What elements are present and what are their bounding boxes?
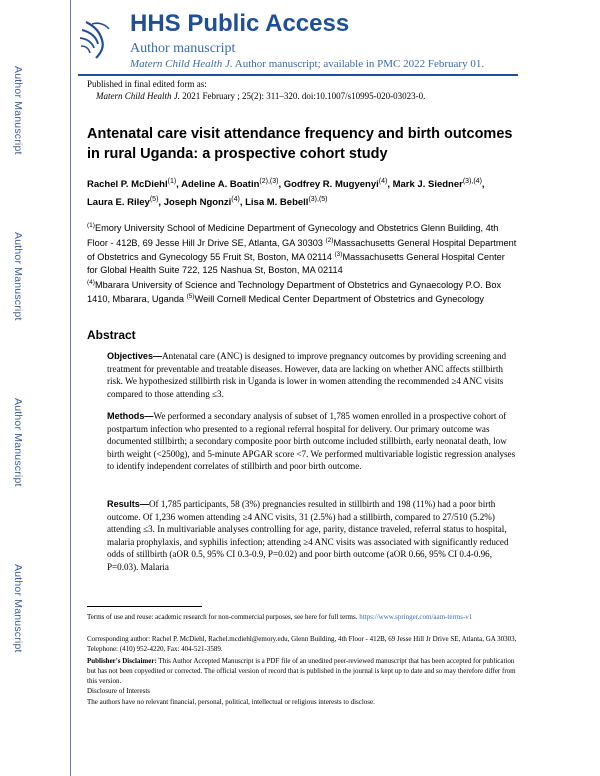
corresponding-author-footnote: Corresponding author: Rachel P. McDiehl, Rachel.mcdiehl@emory.edu, Glenn Building, 4th Floor - 412B, 69 Jesse Hill Jr Drive SE, Atlanta, GA 30303, Telephone: (410) 952-4220, Fax: 404-521-3589. xyxy=(87,635,517,653)
disclaimer-text: This Author Accepted Manuscript is a PDF file of an unedited peer-reviewed manuscript that has been accepted for publication but has not been copyedited or corrected. The official version of record that is published in the journal is kept up to date and so may therefore differ from this version. xyxy=(87,657,516,685)
author-name: Mark J. Siedner xyxy=(392,179,463,191)
affiliation-text: Massachusetts General Hospital Center for Global Health Suite 722, 125 Nashua St, Boston, MA 02114 xyxy=(87,252,505,275)
abstract-heading: Abstract xyxy=(87,328,136,342)
sidebar-label-1: Author Manuscript xyxy=(12,66,24,155)
author-list: Rachel P. McDiehl$^{(1)}$, Adeline A. Boatin$^{(2),(3)}$, Godfrey R. Mugyenyi$^{(4)}$, Mark J. Siedner$^{(3),(4)}$, Laura E. Riley$^{(5)}$, Joseph Ngonzi$^{(4)}$, Lisa M. Bebell$^{(3),(5)}$ xyxy=(87,178,485,209)
author-affiliation-mark: (1) xyxy=(167,178,177,185)
citation-line xyxy=(96,91,425,101)
author-affiliation-mark: (2),(3) xyxy=(259,178,279,185)
methods-heading: Methods— xyxy=(107,411,154,421)
author-name: Godfrey R. Mugyenyi xyxy=(283,179,379,191)
results-heading: Results— xyxy=(107,499,149,509)
author-manuscript-subtitle: Author manuscript xyxy=(130,41,236,56)
objectives-paragraph xyxy=(107,350,517,400)
terms-text: Terms of use and reuse: academic research for non-commercial purposes, see here for full terms. xyxy=(87,613,360,621)
journal-name: Matern Child Health J. xyxy=(130,58,233,70)
affiliation-mark: (1) xyxy=(87,222,95,229)
article-title: Antenatal care visit attendance frequency and birth outcomes in rural Uganda: a prospective cohort study xyxy=(87,126,513,162)
author-name: Lisa M. Bebell xyxy=(245,197,309,209)
hhs-public-access-title: HHS Public Access xyxy=(130,10,350,37)
affiliation-text: Mbarara University of Science and Technology Department of Obstetrics and Gynaecology P.O. Box 1410, Mbarara, Uganda xyxy=(87,279,502,305)
availability-text: Author manuscript; available in PMC 2022 February 01. xyxy=(232,58,485,70)
results-text: Of 1,785 participants, 58 (3%) pregnancies resulted in stillbirth and 198 (11%) had a poor birth outcome. Of 1,236 women attending ≥4 ANC visits, 31 (2.5%) had a stillbirth, compared to 27/510 (5.2%) attending ≤3. In multivariable analyses controlling for age, parity, distance traveled, referral status to hospital, malaria prophylaxis, and syphilis infection; attending ≥4 ANC visits was associated with significantly reduced odds of stillbirth (aOR 0.5, 95% CI 0.3-0.9, P=0.02) and poor birth outcome (aOR 0.66, 95% CI 0.4-0.96, P=0.03). Malaria xyxy=(107,499,509,572)
affiliation-text: Weill Cornell Medical Center Department of Obstetrics and Gynecology xyxy=(194,294,484,305)
hhs-eagle-logo-icon xyxy=(78,16,112,62)
methods-text: We performed a secondary analysis of subset of 1,785 women enrolled in a prospective cohort of postpartum infection who presented to a regional referral hospital for delivery. Our primary outcome was documented stillbirth; a secondary composite poor birth outcome included stillbirth, early neonatal death, low birth weight (<2500g), and 5-minute APGAR score <7. We performed multivariable logistic regression analyses to identify independent correlates of stillbirth and poor birth outcome. xyxy=(107,411,516,472)
terms-footnote xyxy=(87,612,517,622)
author-affiliation-mark: (5) xyxy=(149,196,159,204)
affiliation-mark: (3) xyxy=(334,251,343,259)
disclosure-heading: Disclosure of Interests xyxy=(87,687,150,695)
affiliation-text: Emory University School of Medicine Department of Gynecology and Obstetrics Glenn Building, 4th Floor - 412B, 69 Jesse Hill Jr Drive SE, Atlanta, GA 30303 xyxy=(87,223,499,248)
objectives-text: Antenatal care (ANC) is designed to improve pregnancy outcomes by providing screening and treatment for preventable and treatable diseases. However, data are lacking on whether ANC affects stillbirth risk. We hypothesized stillbirth risk in Uganda is lower in women attending the recommended ≥4 ANC visits compared to those attending ≤3. xyxy=(107,351,507,399)
methods-paragraph xyxy=(107,410,517,473)
citation-details: 2021 February ; 25(2): 311–320. doi:10.1007/s10995-020-03023-0. xyxy=(180,91,426,101)
affiliation-mark: (2) xyxy=(325,236,334,244)
author-name: Joseph Ngonzi xyxy=(163,197,232,209)
affiliation-mark: (4) xyxy=(87,278,95,286)
affiliations xyxy=(87,220,517,306)
published-in-line: Published in final edited form as: xyxy=(87,79,207,89)
author-name: Rachel P. McDiehl xyxy=(87,179,168,191)
author-name: Laura E. Riley xyxy=(87,197,150,209)
header-divider xyxy=(78,74,518,76)
affiliation-text: Massachusetts General Hospital Department of Obstetrics and Gynecology 55 Fruit St, Boston, MA 02114 xyxy=(87,237,517,263)
footnote-divider xyxy=(87,606,202,607)
disclaimer-heading: Publisher's Disclaimer: xyxy=(87,657,157,665)
sidebar-label-2: Author Manuscript xyxy=(12,232,24,321)
disclosure-text: The authors have no relevant financial, personal, political, intellectual or religious interests to disclose. xyxy=(87,698,375,706)
disclaimer-footnote xyxy=(87,656,517,686)
objectives-heading: Objectives— xyxy=(107,351,163,361)
sidebar-label-3: Author Manuscript xyxy=(12,398,24,487)
author-affiliation-mark: (4) xyxy=(231,196,240,204)
author-affiliation-mark: (4) xyxy=(378,178,388,185)
terms-link[interactable]: https://www.springer.com/aam-terms-v1 xyxy=(359,613,473,621)
citation-journal: Matern Child Health J. xyxy=(96,91,180,101)
journal-availability-line xyxy=(130,58,484,70)
affiliation-mark: (5) xyxy=(186,293,195,301)
author-name: Adeline A. Boatin xyxy=(181,179,260,191)
results-paragraph xyxy=(107,498,517,574)
author-affiliation-mark: (3),(4) xyxy=(462,178,482,185)
sidebar-rule xyxy=(70,0,71,776)
sidebar-label-4: Author Manuscript xyxy=(12,564,24,653)
author-affiliation-mark: (3),(5) xyxy=(308,196,328,204)
